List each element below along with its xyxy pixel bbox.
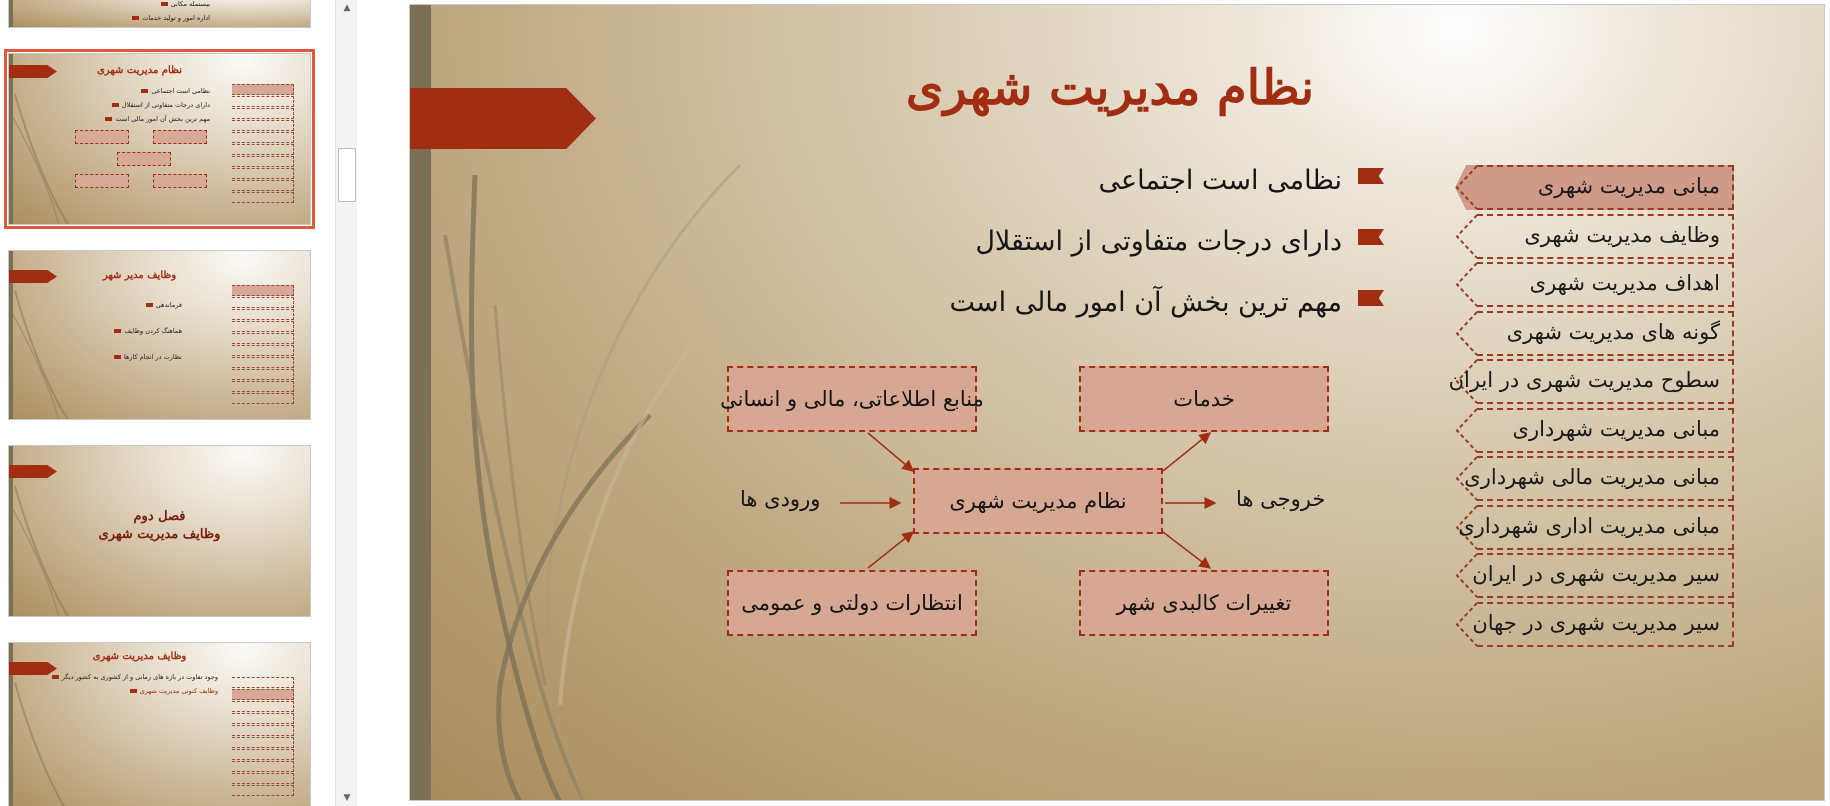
bullet-text: دارای درجات متفاوتی از استقلال [975, 226, 1342, 257]
diagram-box-resources[interactable]: منابع اطلاعاتی، مالی و انسانی [727, 366, 977, 432]
bullet-item [949, 287, 1384, 348]
thumb-bullets [132, 0, 210, 28]
menu-item-label: سطوح مدیریت شهری در ایران [1448, 368, 1720, 392]
thumb-section-title: فصل دوم [133, 509, 186, 524]
thumb-diagram-box [75, 174, 129, 188]
thumb-title: نظام مدیریت شهری [96, 65, 183, 76]
menu-item-label: مبانی مدیریت شهری [1537, 174, 1720, 198]
menu-item-financial[interactable] [1455, 456, 1734, 501]
slide-thumbnail[interactable] [8, 642, 311, 806]
slide-thumbnail[interactable] [8, 0, 311, 28]
scroll-down-icon[interactable]: ▼ [343, 793, 351, 803]
thumb-title-flag [9, 662, 57, 675]
menu-item-duties[interactable] [1455, 214, 1734, 259]
thumb-menu [232, 84, 294, 204]
slide-title[interactable]: نظام مدیریت شهری [905, 60, 1315, 116]
menu-item-label: اهداف مدیریت شهری [1529, 271, 1720, 295]
slide-canvas[interactable] [409, 4, 1825, 801]
bullet-flag-icon [1358, 168, 1384, 184]
diagram-label-inputs[interactable]: ورودی ها [740, 487, 821, 511]
thumb-bullet: اداره امور و تولید خدمات [132, 14, 210, 22]
menu-notch [1455, 311, 1477, 356]
thumb-title: وظایف مدیریت شهری [92, 651, 187, 662]
thumb-menu [232, 285, 294, 405]
menu-item-municipality-basics[interactable] [1455, 408, 1734, 453]
thumb-bullet: مهم ترین بخش آن امور مالی است [105, 115, 210, 123]
slide-thumbnail-pane [0, 0, 360, 806]
menu-notch [1455, 408, 1477, 453]
thumb-menu [232, 677, 294, 797]
diagram-box-center[interactable]: نظام مدیریت شهری [913, 468, 1163, 534]
bullet-text: نظامی است اجتماعی [1098, 165, 1342, 196]
menu-notch [1455, 262, 1477, 307]
thumb-accent-strip [9, 0, 13, 27]
thumb-diagram-box [117, 152, 171, 166]
menu-item-label: سیر مدیریت شهری در ایران [1472, 562, 1720, 586]
slide-thumbnail[interactable] [8, 445, 311, 617]
diagram-label-outputs[interactable]: خروجی ها [1236, 487, 1326, 511]
menu-item-history-iran[interactable] [1455, 553, 1734, 598]
menu-item-history-world[interactable] [1455, 602, 1734, 647]
thumb-bullets [114, 301, 182, 367]
thumb-diagram-box [75, 130, 129, 144]
thumb-bullet: هماهنگ کردن وظایف [114, 327, 182, 335]
scroll-thumb[interactable] [338, 148, 356, 202]
menu-item-label: مبانی مدیریت شهرداری [1512, 416, 1720, 441]
thumb-bullet: فرماندهی [114, 301, 182, 309]
bullet-item [949, 165, 1384, 226]
thumb-bullet: نظامی است اجتماعی [105, 87, 210, 95]
menu-item-label: گونه های مدیریت شهری [1506, 319, 1720, 344]
slide-thumbnail-selected[interactable] [8, 53, 311, 225]
bullet-item [949, 226, 1384, 287]
thumb-title: وظایف مدیر شهر [102, 270, 177, 281]
thumb-title-flag [9, 65, 57, 78]
menu-item-levels-iran[interactable] [1448, 359, 1734, 404]
thumb-accent-strip [9, 54, 13, 224]
thumb-bullet: نظارت در انجام کارها [114, 353, 182, 361]
scroll-up-icon[interactable]: ▲ [343, 3, 351, 13]
bullet-text: مهم ترین بخش آن امور مالی است [949, 287, 1342, 318]
thumb-title-flag [9, 465, 57, 478]
diagram-box-services[interactable]: خدمات [1079, 366, 1329, 432]
menu-item-administrative[interactable] [1455, 505, 1734, 550]
diagram-box-physical-changes[interactable]: تغییرات کالبدی شهر [1079, 570, 1329, 636]
thumb-bullet: وجود تفاوت در بازه های زمانی و از کشوری به کشور دیگر [52, 673, 218, 681]
thumb-diagram-box [153, 174, 207, 188]
slide-thumbnail[interactable] [8, 250, 311, 420]
thumb-bullet: دارای درجات متفاوتی از استقلال [105, 101, 210, 109]
thumb-bullet: بیستمله مکانی [132, 0, 210, 8]
bullet-list[interactable] [949, 165, 1384, 348]
thumb-bullet: وظایف کنونی مدیریت شهری [52, 687, 218, 695]
thumb-bullets [52, 673, 218, 701]
menu-item-basics[interactable] [1455, 165, 1734, 210]
menu-item-goals[interactable] [1455, 262, 1734, 307]
diagram-box-expectations[interactable]: انتظارات دولتی و عمومی [727, 570, 977, 636]
thumb-bullets [105, 87, 210, 129]
bullet-flag-icon [1358, 229, 1384, 245]
topic-menu [1448, 165, 1734, 650]
thumb-section-subtitle: وظایف مدیریت شهری [98, 527, 221, 542]
title-flag [410, 88, 596, 149]
menu-notch [1455, 165, 1477, 210]
bullet-flag-icon [1358, 290, 1384, 306]
thumb-title-flag [9, 270, 57, 283]
menu-item-label: سیر مدیریت شهری در جهان [1472, 610, 1720, 635]
thumb-diagram-box [153, 130, 207, 144]
menu-notch [1455, 214, 1477, 259]
menu-item-label: مبانی مدیریت مالی شهرداری [1464, 465, 1720, 489]
menu-item-types[interactable] [1455, 311, 1734, 356]
menu-item-label: وظایف مدیریت شهری [1524, 222, 1720, 247]
menu-item-label: مبانی مدیریت اداری شهرداری [1458, 513, 1720, 538]
thumbnail-scrollbar[interactable] [335, 0, 357, 806]
